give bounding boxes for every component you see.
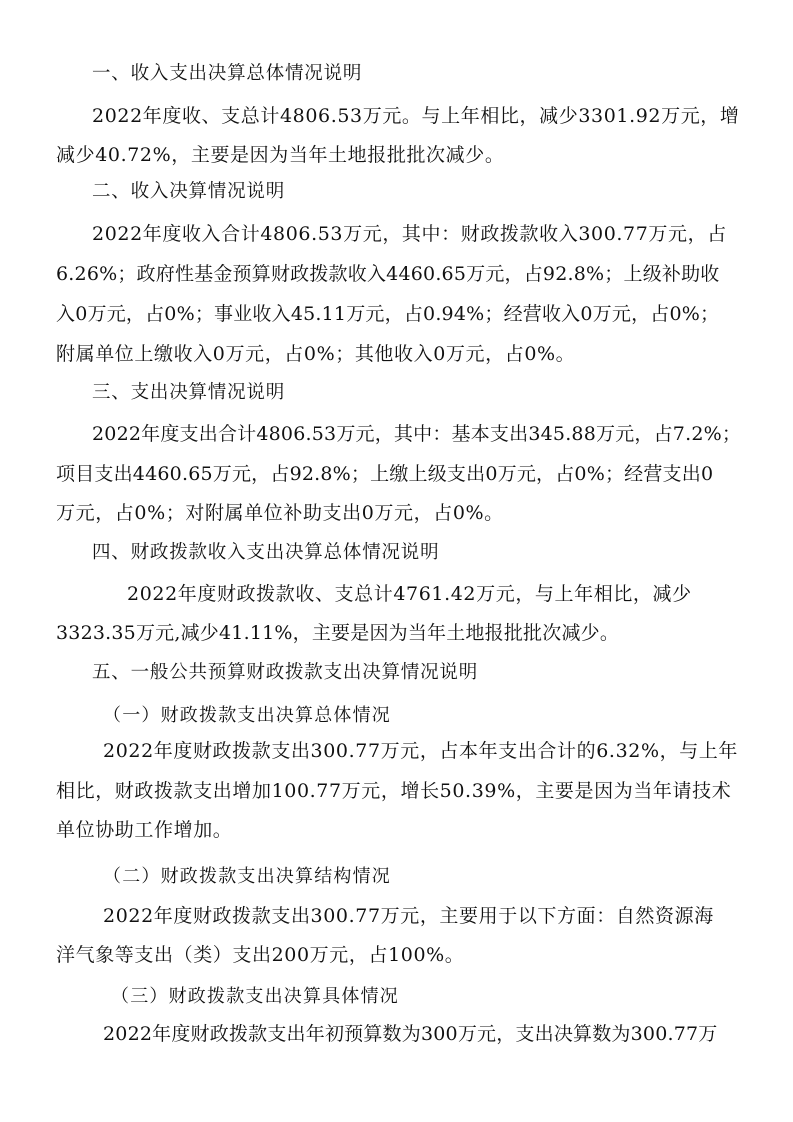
paragraph-line: 2022年度财政拨款收、支总计4761.42万元，与上年相比，减少 bbox=[127, 583, 692, 605]
paragraph-line: 单位协助工作增加。 bbox=[56, 819, 233, 841]
section-heading: 一、收入支出决算总体情况说明 bbox=[92, 63, 363, 84]
subsection-heading: （二）财政拨款支出决算结构情况 bbox=[103, 866, 391, 887]
section-heading: 四、财政拨款收入支出决算总体情况说明 bbox=[92, 542, 440, 563]
paragraph-line: 洋气象等支出（类）支出200万元，占100%。 bbox=[56, 944, 465, 966]
section-heading: 二、收入决算情况说明 bbox=[92, 181, 286, 202]
paragraph-line: 3323.35万元,减少41.11%，主要是因为当年土地报批批次减少。 bbox=[56, 622, 620, 644]
paragraph-line: 2022年度财政拨款支出300.77万元，占本年支出合计的6.32%，与上年 bbox=[103, 740, 738, 762]
paragraph-line: 万元，占0%；对附属单位补助支出0万元，占0%。 bbox=[56, 502, 504, 524]
paragraph-line: 2022年度财政拨款支出300.77万元，主要用于以下方面：自然资源海 bbox=[103, 905, 714, 927]
paragraph-line: 项目支出4460.65万元，占92.8%；上缴上级支出0万元，占0%；经营支出0 bbox=[56, 463, 714, 485]
paragraph-line: 2022年度收、支总计4806.53万元。与上年相比，减少3301.92万元，增 bbox=[92, 105, 740, 127]
paragraph-line: 2022年度支出合计4806.53万元，其中：基本支出345.88万元，占7.2%； bbox=[92, 423, 742, 445]
paragraph-line: 入0万元，占0%；事业收入45.11万元，占0.94%；经营收入0万元，占0%； bbox=[56, 303, 720, 325]
section-heading: 五、一般公共预算财政拨款支出决算情况说明 bbox=[92, 662, 479, 683]
paragraph-line: 减少40.72%，主要是因为当年土地报批批次减少。 bbox=[56, 144, 505, 166]
subsection-heading: （三）财政拨款支出决算具体情况 bbox=[111, 986, 399, 1007]
paragraph-line: 6.26%；政府性基金预算财政拨款收入4460.65万元，占92.8%；上级补助收 bbox=[56, 263, 720, 285]
paragraph-line: 相比，财政拨款支出增加100.77万元，增长50.39%，主要是因为当年请技术 bbox=[56, 780, 732, 802]
paragraph-line: 附属单位上缴收入0万元，占0%；其他收入0万元，占0%。 bbox=[56, 343, 576, 365]
paragraph-line: 2022年度财政拨款支出年初预算数为300万元，支出决算数为300.77万 bbox=[103, 1023, 718, 1045]
subsection-heading: （一）财政拨款支出决算总体情况 bbox=[103, 705, 391, 726]
section-heading: 三、支出决算情况说明 bbox=[92, 382, 286, 403]
paragraph-line: 2022年度收入合计4806.53万元，其中：财政拨款收入300.77万元，占 bbox=[92, 223, 727, 245]
